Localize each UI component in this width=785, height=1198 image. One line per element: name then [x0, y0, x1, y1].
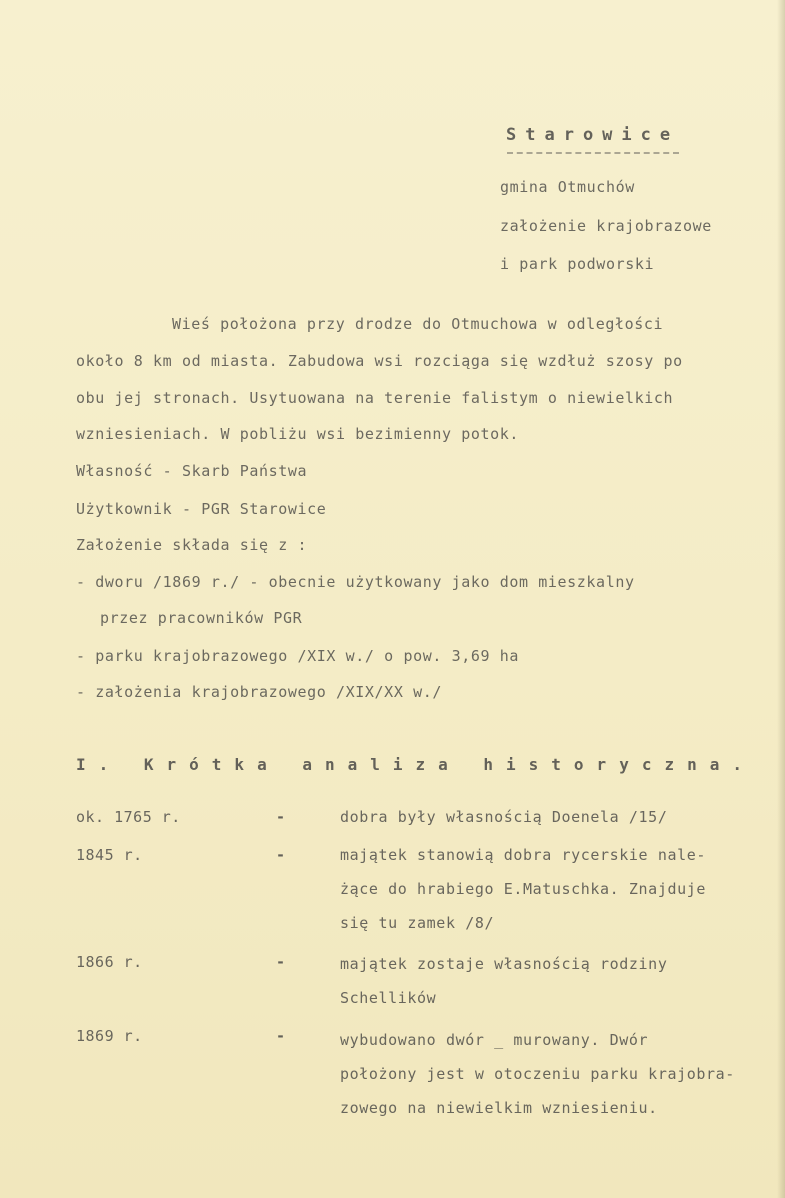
- owner-line: Własność - Skarb Państwa: [76, 462, 308, 480]
- header-line: i park podworski: [500, 255, 655, 273]
- intro-line: Wieś położona przy drodze do Otmuchowa w odległości: [172, 315, 664, 333]
- composition-item: - parku krajobrazowego /XIX w./ o pow. 3,69 ha: [76, 647, 520, 665]
- composition-item: - dworu /1869 r./ - obecnie użytkowany jako dom mieszkalny: [76, 573, 635, 591]
- intro-line: obu jej stronach. Usytuowana na terenie falistym o niewielkich: [76, 389, 674, 407]
- title-underline: [507, 152, 679, 154]
- history-line: dobra były własnością Doenela /15/: [340, 808, 668, 826]
- history-description: [340, 838, 706, 940]
- history-date: 1869 r.: [76, 1027, 143, 1045]
- history-line: żące do hrabiego E.Matuschka. Znajduje: [340, 880, 706, 898]
- history-description: [340, 947, 667, 1015]
- header-line: założenie krajobrazowe: [500, 217, 712, 235]
- history-line: majątek zostaje własnością rodziny: [340, 955, 668, 973]
- history-description: [340, 1023, 735, 1125]
- document-title: Starowice: [506, 125, 680, 145]
- history-date: 1866 r.: [76, 953, 143, 971]
- intro-line: wzniesieniach. W pobliżu wsi bezimienny potok.: [76, 425, 520, 443]
- history-dash: -: [276, 846, 286, 864]
- history-description: [340, 800, 667, 834]
- user-line: Użytkownik - PGR Starowice: [76, 500, 327, 518]
- history-line: położony jest w otoczeniu parku krajobra-: [340, 1065, 735, 1083]
- history-line: Schellików: [340, 989, 437, 1007]
- composition-item-continuation: przez pracowników PGR: [100, 609, 303, 627]
- header-line: gmina Otmuchów: [500, 178, 635, 196]
- history-date: ok. 1765 r.: [76, 808, 181, 826]
- history-line: zowego na niewielkim wzniesieniu.: [340, 1099, 658, 1117]
- composition-intro: Założenie składa się z :: [76, 536, 308, 554]
- history-dash: -: [276, 808, 286, 826]
- intro-line: około 8 km od miasta. Zabudowa wsi rozciąga się wzdłuż szosy po: [76, 352, 683, 370]
- history-line: majątek stanowią dobra rycerskie nale-: [340, 846, 706, 864]
- history-line: się tu zamek /8/: [340, 914, 495, 932]
- section-heading: I. Krótka analiza historyczna.: [76, 755, 755, 774]
- composition-item: - założenia krajobrazowego /XIX/XX w./: [76, 683, 442, 701]
- history-dash: -: [276, 953, 286, 971]
- history-line: wybudowano dwór _ murowany. Dwór: [340, 1031, 649, 1049]
- history-date: 1845 r.: [76, 846, 143, 864]
- history-dash: -: [276, 1027, 286, 1045]
- page-edge-shadow: [777, 0, 785, 1198]
